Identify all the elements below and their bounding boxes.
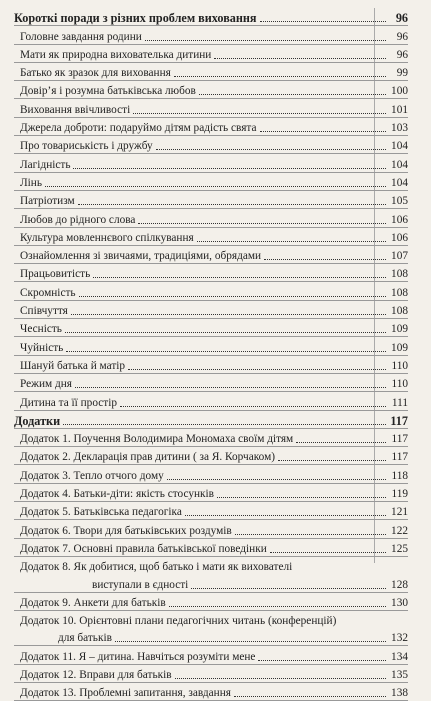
entry-title: Ознайомлення зі звичаями, традиціями, обрядами: [20, 250, 262, 263]
entry-page: 132: [391, 632, 408, 645]
toc-entry: [14, 45, 408, 63]
entry-title: Скромність: [20, 286, 76, 299]
toc-entry: [14, 356, 408, 374]
entry-page: 109: [391, 341, 408, 354]
entry-page: 104: [391, 140, 408, 153]
toc-entry: [14, 173, 408, 191]
table-of-contents: [14, 8, 408, 701]
dot-leader: [156, 149, 386, 150]
section-heading: [14, 8, 408, 26]
entry-page: 111: [391, 396, 408, 409]
entry-page: 106: [391, 231, 408, 244]
entry-title: Додаток 7. Основні правила батьківської поведінки: [20, 542, 267, 555]
entry-page: 110: [391, 359, 408, 372]
toc-entry: [14, 282, 408, 300]
toc-entry: [14, 209, 408, 227]
entry-title: Режим дня: [20, 378, 72, 391]
entry-title: Довір’я і розумна батьківська любов: [20, 85, 196, 98]
entry-page: 128: [391, 578, 408, 591]
toc-entry: [14, 465, 408, 483]
toc-entry: [14, 539, 408, 557]
entry-page: 104: [391, 176, 408, 189]
entry-page: 125: [391, 542, 408, 555]
section-page: 117: [390, 413, 408, 428]
entry-page: 138: [391, 687, 408, 700]
toc-entry: [14, 99, 408, 117]
toc-entry: [14, 665, 408, 683]
entry-title: Мати як природна вихователька дитини: [20, 48, 212, 61]
entry-title: Джерела доброти: подаруймо дітям радість свята: [20, 122, 257, 135]
dot-leader: [63, 424, 386, 425]
entry-title: Додаток 3. Тепло отчого дому: [20, 469, 164, 482]
dot-leader: [260, 21, 386, 22]
toc-entry: [14, 337, 408, 355]
entry-title: Любов до рідного слова: [20, 213, 136, 226]
toc-entry-continuation: [14, 628, 408, 646]
toc-entry: [14, 593, 408, 611]
entry-title: Додаток 6. Твори для батьківських роздумів: [20, 524, 232, 537]
toc-entry: [14, 319, 408, 337]
section-title: Короткі поради з різних проблем виховання: [14, 11, 257, 26]
entry-title: Батько як зразок для виховання: [20, 67, 171, 80]
dot-leader: [199, 94, 386, 95]
dot-leader: [270, 552, 386, 553]
entry-page: 96: [396, 48, 408, 61]
toc-entry: [14, 191, 408, 209]
entry-title: Додаток 2. Декларація прав дитини ( за Я. Корчаком): [20, 451, 275, 464]
entry-page: 104: [391, 158, 408, 171]
entry-title: Додаток 8. Як добитися, щоб батько і мати як вихователі: [20, 561, 293, 574]
entry-title: Патріотизм: [20, 195, 75, 208]
dot-leader: [214, 58, 386, 59]
dot-leader: [169, 606, 386, 607]
dot-leader: [115, 641, 386, 642]
dot-leader: [264, 259, 386, 260]
entry-title: Головне завдання родини: [20, 30, 142, 43]
dot-leader: [175, 678, 386, 679]
toc-entry: [14, 611, 408, 628]
entry-page: 103: [391, 122, 408, 135]
entry-title: Додаток 9. Анкети для батьків: [20, 596, 166, 609]
entry-title: Лінь: [20, 176, 42, 189]
toc-entry: [14, 26, 408, 44]
toc-entry: [14, 646, 408, 664]
entry-title: Лагідність: [20, 158, 71, 171]
toc-entry: [14, 228, 408, 246]
toc-entry: [14, 246, 408, 264]
dot-leader: [174, 76, 386, 77]
entry-page: 107: [391, 250, 408, 263]
section-title: Додатки: [14, 413, 61, 428]
entry-title-continuation: для батьків: [58, 632, 112, 645]
dot-leader: [278, 460, 386, 461]
dot-leader: [185, 515, 386, 516]
dot-leader: [258, 660, 386, 661]
dot-leader: [197, 241, 386, 242]
entry-title: Культура мовленнєвого спілкування: [20, 231, 194, 244]
dot-leader: [234, 696, 386, 697]
toc-entry: [14, 374, 408, 392]
dot-leader: [79, 296, 386, 297]
entry-title: Дитина та її простір: [20, 396, 117, 409]
entry-title: Додаток 13. Проблемні запитання, завдання: [20, 687, 231, 700]
entry-title: Додаток 10. Орієнтовні плани педагогічних читань (конференцій): [20, 615, 337, 628]
entry-page: 134: [391, 650, 408, 663]
dot-leader: [66, 351, 386, 352]
entry-page: 135: [391, 668, 408, 681]
dot-leader: [75, 387, 386, 388]
entry-page: 105: [391, 195, 408, 208]
toc-entry: [14, 301, 408, 319]
entry-title: Додаток 11. Я – дитина. Навчіться розуміти мене: [20, 650, 256, 663]
toc-entry: [14, 118, 408, 136]
dot-leader: [65, 332, 386, 333]
dot-leader: [93, 277, 386, 278]
entry-page: 117: [391, 433, 408, 446]
entry-title-continuation: виступали в єдності: [92, 578, 189, 591]
entry-title: Шануй батька й матір: [20, 359, 126, 372]
dot-leader: [133, 113, 386, 114]
section-heading: [14, 411, 408, 429]
toc-entry: [14, 136, 408, 154]
entry-page: 96: [396, 30, 408, 43]
entry-title: Про товариськість і дружбу: [20, 140, 153, 153]
dot-leader: [296, 442, 386, 443]
toc-entry: [14, 264, 408, 282]
entry-title: Чуйність: [20, 341, 64, 354]
toc-entry: [14, 502, 408, 520]
entry-title: Додаток 5. Батьківська педагогіка: [20, 506, 182, 519]
entry-page: 108: [391, 286, 408, 299]
entry-page: 100: [391, 85, 408, 98]
entry-page: 130: [391, 596, 408, 609]
dot-leader: [235, 534, 386, 535]
entry-page: 119: [391, 488, 408, 501]
toc-entry: [14, 154, 408, 172]
dot-leader: [217, 497, 386, 498]
dot-leader: [45, 186, 386, 187]
dot-leader: [71, 314, 386, 315]
toc-entry: [14, 63, 408, 81]
dot-leader: [145, 40, 386, 41]
entry-page: 99: [396, 67, 408, 80]
toc-entry: [14, 683, 408, 701]
dot-leader: [138, 223, 386, 224]
entry-page: 117: [391, 451, 408, 464]
toc-entry: [14, 429, 408, 447]
toc-entry: [14, 81, 408, 99]
entry-title: Співчуття: [20, 305, 68, 318]
entry-title: Чесність: [20, 323, 62, 336]
toc-entry: [14, 447, 408, 465]
dot-leader: [128, 369, 386, 370]
entry-page: 101: [391, 103, 408, 116]
toc-entry: [14, 520, 408, 538]
entry-title: Виховання ввічливості: [20, 103, 131, 116]
dot-leader: [167, 479, 386, 480]
entry-page: 108: [391, 305, 408, 318]
entry-title: Працьовитість: [20, 268, 91, 281]
entry-page: 106: [391, 213, 408, 226]
toc-entry: [14, 484, 408, 502]
toc-entry: [14, 392, 408, 410]
toc-entry-continuation: [14, 574, 408, 592]
entry-title: Додаток 1. Поучення Володимира Мономаха своїм дітям: [20, 433, 294, 446]
entry-title: Додаток 12. Вправи для батьків: [20, 668, 172, 681]
toc-entry: [14, 557, 408, 574]
dot-leader: [191, 588, 386, 589]
dot-leader: [73, 168, 386, 169]
dot-leader: [78, 204, 386, 205]
entry-page: 122: [391, 524, 408, 537]
entry-page: 121: [391, 506, 408, 519]
entry-title: Додаток 4. Батьки-діти: якість стосунків: [20, 488, 214, 501]
entry-page: 108: [391, 268, 408, 281]
dot-leader: [260, 131, 386, 132]
dot-leader: [120, 406, 386, 407]
section-page: 96: [395, 11, 408, 26]
entry-page: 109: [391, 323, 408, 336]
entry-page: 110: [391, 378, 408, 391]
entry-page: 118: [391, 469, 408, 482]
